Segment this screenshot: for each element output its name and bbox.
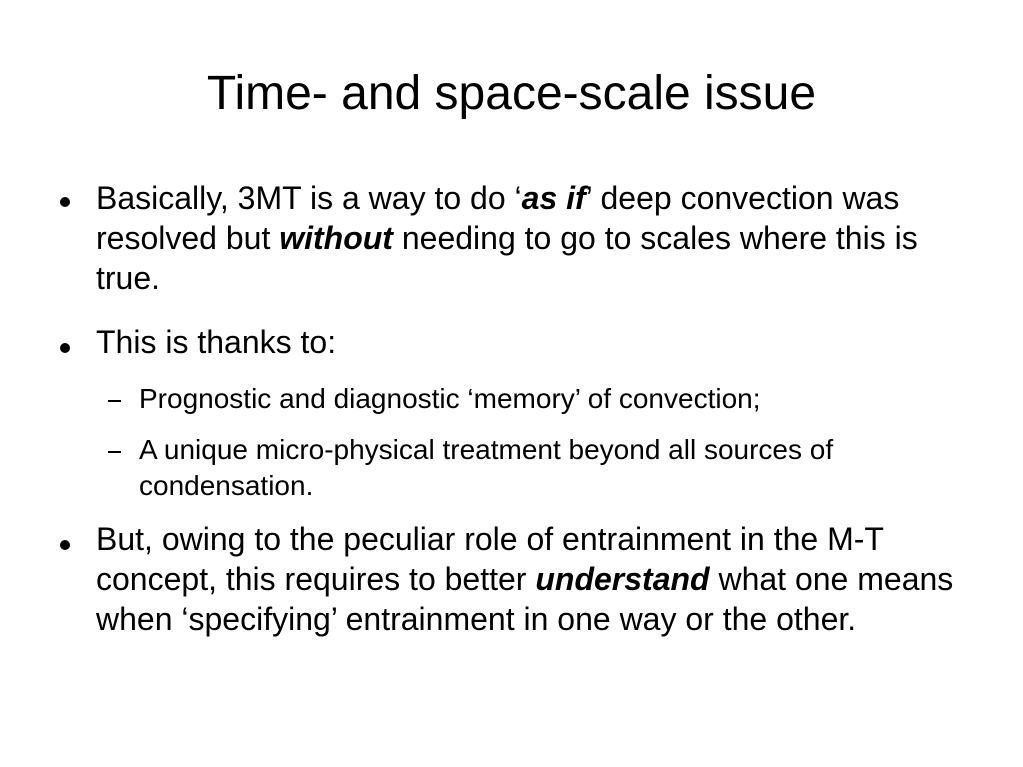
bullet-dot-icon xyxy=(60,343,70,353)
sub-bullet-dash-icon xyxy=(108,451,121,453)
sub-bullet-dash-icon xyxy=(108,400,121,402)
bullet-3-emphasis-understand: understand xyxy=(535,561,710,597)
bullet-3-text-a: But, owing to the peculiar role of entrainment in the M-T concept, this requires to better xyxy=(96,521,884,597)
bullet-item-2: This is thanks to: xyxy=(96,324,337,360)
bullet-1-text-b: ’ deep convection was resolved but xyxy=(96,180,900,256)
bullet-1-text-a: Basically, 3MT is a way to do ‘ xyxy=(96,180,522,216)
bullet-1-text-c: needing to go to scales where this is true. xyxy=(96,220,918,296)
bullet-1-emphasis-as-if: as if xyxy=(521,180,586,216)
sub-bullet-item-2: A unique micro-physical treatment beyond all sources of condensation. xyxy=(139,434,834,501)
bullet-item-3 xyxy=(96,519,976,639)
bullet-item-1 xyxy=(96,178,976,298)
slide-title: Time- and space-scale issue xyxy=(206,67,817,120)
bullet-3-text-b: what one means when ‘specifying’ entrainment in one way or the other. xyxy=(96,561,954,637)
bullet-dot-icon xyxy=(60,197,70,207)
bullet-1-emphasis-without: without xyxy=(279,220,393,256)
bullet-dot-icon xyxy=(60,540,70,550)
sub-bullet-item-1: Prognostic and diagnostic ‘memory’ of convection; xyxy=(139,383,761,414)
